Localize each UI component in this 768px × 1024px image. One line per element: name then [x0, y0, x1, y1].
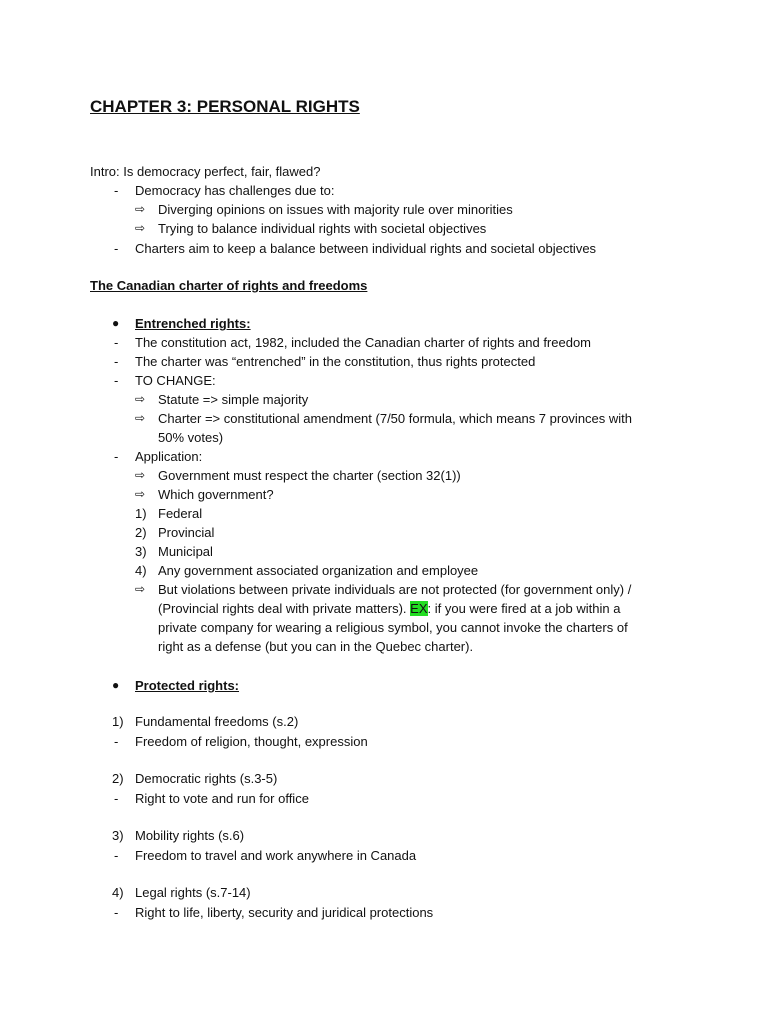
bullet-icon: ●	[112, 678, 120, 692]
entrenched-arrow-5-line-1: But violations between private individuals are not protected (for government only) /	[158, 582, 632, 597]
entrenched-arrow-5-line-4: right as a defense (but you can in the Quebec charter).	[158, 639, 474, 654]
intro-arrow-1: Diverging opinions on issues with majority rule over minorities	[158, 202, 513, 217]
intro-arrow-2: Trying to balance individual rights with societal objectives	[158, 221, 487, 236]
entrenched-arrow-5-line-2	[158, 599, 620, 618]
protected-item-detail: Freedom of religion, thought, expression	[135, 734, 368, 749]
intro-dash-2: Charters aim to keep a balance between individual rights and societal objectives	[135, 241, 597, 256]
dash-marker: -	[114, 354, 119, 369]
list-number: 2)	[112, 771, 124, 786]
arrow-5-text-b: : if you were fired at a job within a	[427, 601, 621, 616]
intro-dash-1: Democracy has challenges due to:	[135, 183, 335, 198]
list-number: 1)	[135, 506, 147, 521]
entrenched-arrow-4: Which government?	[158, 487, 274, 502]
protected-item-detail: Right to life, liberty, security and juridical protections	[135, 905, 434, 920]
arrow-icon: ⇨	[135, 411, 146, 425]
government-item: Any government associated organization and employee	[158, 563, 479, 578]
protected-item-title: Fundamental freedoms (s.2)	[135, 714, 299, 729]
list-number: 4)	[135, 563, 147, 578]
dash-marker: -	[114, 905, 119, 920]
list-number: 3)	[135, 544, 147, 559]
entrenched-dash-4: Application:	[135, 449, 203, 464]
dash-marker: -	[114, 183, 119, 198]
protected-item-title: Mobility rights (s.6)	[135, 828, 245, 843]
protected-heading: Protected rights:	[135, 678, 240, 693]
government-item: Provincial	[158, 525, 215, 540]
protected-item-detail: Right to vote and run for office	[135, 791, 309, 806]
bullet-icon: ●	[112, 316, 120, 330]
arrow-icon: ⇨	[135, 468, 146, 482]
entrenched-arrow-5-line-3: private company for wearing a religious symbol, you cannot invoke the charters of	[158, 620, 628, 635]
arrow-icon: ⇨	[135, 221, 146, 235]
entrenched-arrow-2-line-1: Charter => constitutional amendment (7/50 formula, which means 7 provinces with	[158, 411, 633, 426]
dash-marker: -	[114, 373, 119, 388]
arrow-icon: ⇨	[135, 487, 146, 501]
protected-item-title: Democratic rights (s.3-5)	[135, 771, 278, 786]
dash-marker: -	[114, 791, 119, 806]
dash-marker: -	[114, 241, 119, 256]
government-item: Municipal	[158, 544, 213, 559]
dash-marker: -	[114, 335, 119, 350]
list-number: 2)	[135, 525, 147, 540]
arrow-5-text-a: (Provincial rights deal with private matters).	[158, 601, 411, 616]
entrenched-arrow-2-line-2: 50% votes)	[158, 430, 224, 445]
charter-heading: The Canadian charter of rights and freedoms	[90, 278, 368, 293]
entrenched-dash-2: The charter was “entrenched” in the constitution, thus rights protected	[135, 354, 536, 369]
entrenched-arrow-1: Statute => simple majority	[158, 392, 309, 407]
intro-heading: Intro: Is democracy perfect, fair, flawed?	[90, 164, 321, 179]
arrow-icon: ⇨	[135, 202, 146, 216]
entrenched-heading: Entrenched rights:	[135, 316, 251, 331]
list-number: 1)	[112, 714, 124, 729]
dash-marker: -	[114, 848, 119, 863]
entrenched-dash-3: TO CHANGE:	[135, 373, 216, 388]
dash-marker: -	[114, 734, 119, 749]
protected-item-detail: Freedom to travel and work anywhere in Canada	[135, 848, 417, 863]
list-number: 3)	[112, 828, 124, 843]
entrenched-arrow-3: Government must respect the charter (section 32(1))	[158, 468, 461, 483]
page-title: CHAPTER 3: PERSONAL RIGHTS	[90, 97, 360, 116]
list-number: 4)	[112, 885, 124, 900]
example-highlight: EX	[410, 601, 428, 616]
government-item: Federal	[158, 506, 203, 521]
entrenched-dash-1: The constitution act, 1982, included the Canadian charter of rights and freedom	[135, 335, 592, 350]
protected-item-title: Legal rights (s.7-14)	[135, 885, 251, 900]
dash-marker: -	[114, 449, 119, 464]
arrow-icon: ⇨	[135, 582, 146, 596]
arrow-icon: ⇨	[135, 392, 146, 406]
